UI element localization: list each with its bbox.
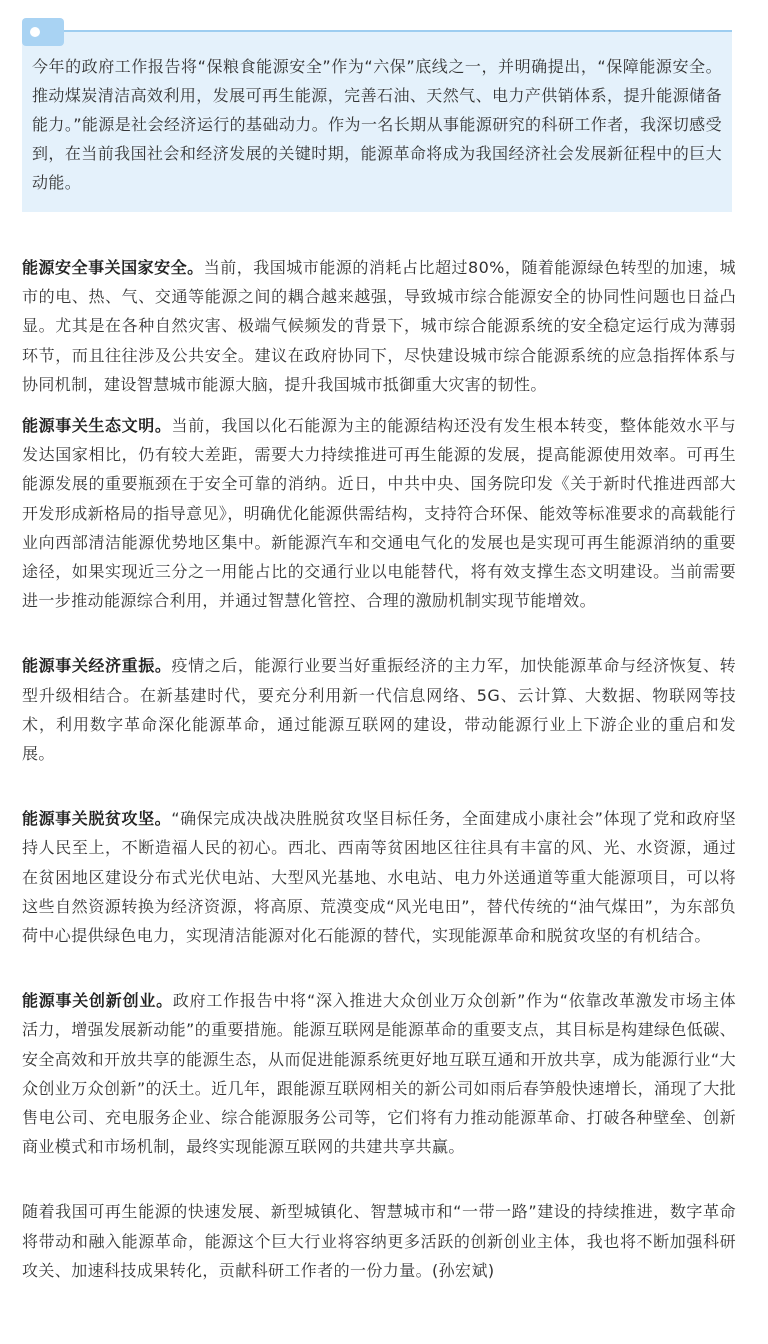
article-body xyxy=(22,253,736,1285)
section-heading: 能源事关生态文明。 xyxy=(22,416,172,436)
callout-tab-decoration xyxy=(22,18,64,46)
section-body: 当前，我国城市能源的消耗占比超过80%，随着能源绿色转型的加速，城市的电、热、气、交通等能源之间的耦合越来越强，导致城市综合能源安全的协同性问题也日益凸显。尤其是在各种自然灾害、极端气候频发的背景下，城市综合能源系统的安全稳定运行成为薄弱环节，而且往往涉及公共安全。建议在政府协同下，尽快建设城市综合能源系统的应急指挥体系与协同机制，建设智慧城市能源大脑，提升我国城市抵御重大灾害的韧性。 xyxy=(22,258,736,394)
section-body: 当前，我国以化石能源为主的能源结构还没有发生根本转变，整体能效水平与发达国家相比，仍有较大差距，需要大力持续推进可再生能源的发展，提高能源使用效率。可再生能源发展的重要瓶颈在于安全可靠的消纳。近日，中共中央、国务院印发《关于新时代推进西部大开发形成新格局的指导意见》，明确优化能源供需结构，支持符合环保、能效等标准要求的高载能行业向西部清洁能源优势地区集中。新能源汽车和交通电气化的发展也是实现可再生能源消纳的重要途径，如果实现近三分之一用能占比的交通行业以电能替代，将有效支撑生态文明建设。当前需要进一步推动能源综合利用，并通过智慧化管控、合理的激励机制实现节能增效。 xyxy=(22,416,736,611)
section-heading: 能源事关脱贫攻坚。 xyxy=(22,809,172,829)
section-body: “确保完成决战决胜脱贫攻坚目标任务，全面建成小康社会”体现了党和政府坚持人民至上，不断造福人民的初心。西北、西南等贫困地区往往具有丰富的风、光、水资源，通过在贫困地区建设分布式光伏电站、大型风光基地、水电站、电力外送通道等重大能源项目，可以将这些自然资源转换为经济资源，将高原、荒漠变成“风光电田”，替代传统的“油气煤田”，为东部负荷中心提供绿色电力，实现清洁能源对化石能源的替代，实现能源革命和脱贫攻坚的有机结合。 xyxy=(22,809,736,946)
section-heading: 能源安全事关国家安全。 xyxy=(22,258,204,277)
section-heading: 能源事关创新创业。 xyxy=(22,991,173,1011)
intro-callout-box xyxy=(22,30,732,212)
section-national-security xyxy=(22,253,736,399)
section-heading: 能源事关经济重振。 xyxy=(22,656,172,676)
section-innovation-entrepreneurship xyxy=(22,986,736,1161)
intro-paragraph: 今年的政府工作报告将“保粮食能源安全”作为“六保”底线之一，并明确提出，“保障能源安全。推动煤炭清洁高效利用，发展可再生能源，完善石油、天然气、电力产供销体系，提升能源储备能力。”能源是社会经济运行的基础动力。作为一名长期从事能源研究的科研工作者，我深切感受到，在当前我国社会和经济发展的关键时期，能源革命将成为我国经济社会发展新征程中的巨大动能。 xyxy=(32,57,722,192)
section-economic-revival xyxy=(22,651,736,768)
section-ecological-civilization xyxy=(22,411,736,615)
closing-paragraph: 随着我国可再生能源的快速发展、新型城镇化、智慧城市和“一带一路”建设的持续推进，数字革命将带动和融入能源革命，能源这个巨大行业将容纳更多活跃的创新创业主体，我也将不断加强科研攻关、加速科技成果转化，贡献科研工作者的一份力量。(孙宏斌) xyxy=(22,1202,736,1280)
section-body: 疫情之后，能源行业要当好重振经济的主力军，加快能源革命与经济恢复、转型升级相结合。在新基建时代，要充分利用新一代信息网络、5G、云计算、大数据、物联网等技术，利用数字革命深化能源革命，通过能源互联网的建设，带动能源行业上下游企业的重启和发展。 xyxy=(22,656,736,764)
section-body: 政府工作报告中将“深入推进大众创业万众创新”作为“依靠改革激发市场主体活力，增强发展新动能”的重要措施。能源互联网是能源革命的重要支点，其目标是构建绿色低碳、安全高效和开放共享的能源生态，从而促进能源系统更好地互联互通和开放共享，成为能源行业“大众创业万众创新”的沃土。近几年，跟能源互联网相关的新公司如雨后春笋般快速增长，涌现了大批售电公司、充电服务企业、综合能源服务公司等，它们将有力推动能源革命、打破各种壁垒、创新商业模式和市场机制，最终实现能源互联网的共建共享共赢。 xyxy=(22,991,736,1157)
section-poverty-alleviation xyxy=(22,804,736,950)
